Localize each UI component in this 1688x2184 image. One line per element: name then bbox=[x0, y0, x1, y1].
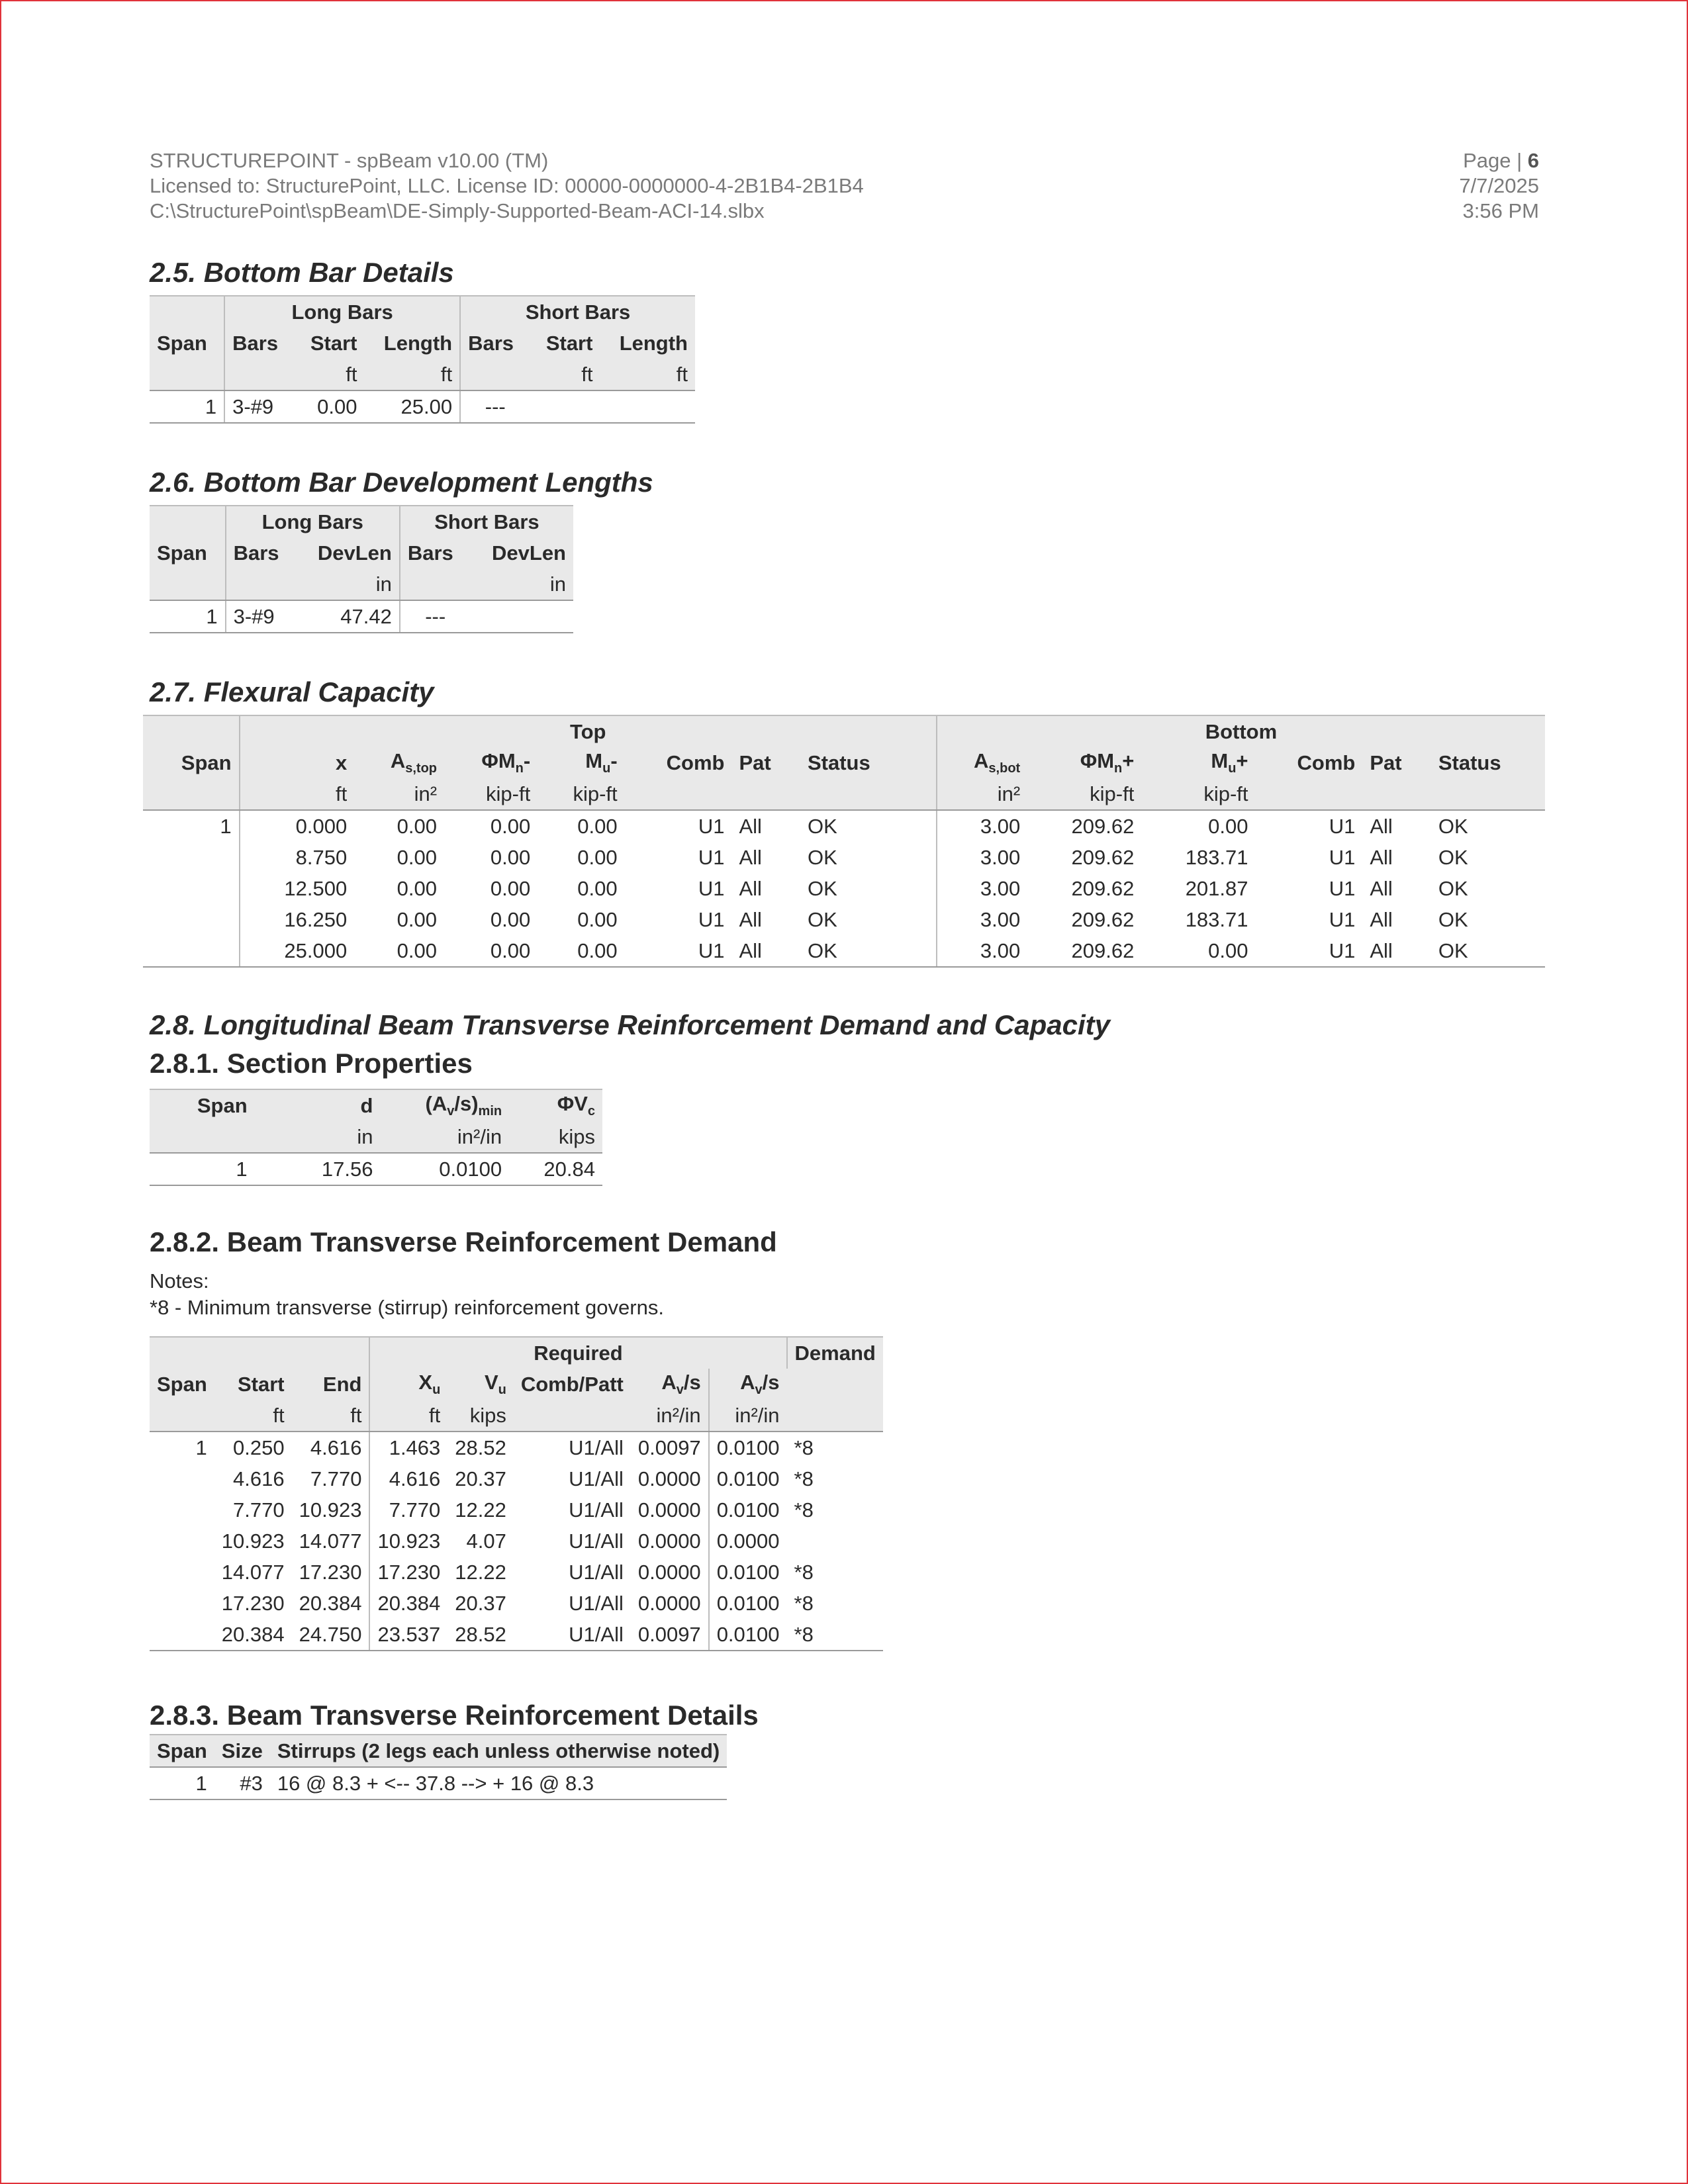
table-row: 8.750 0.00 0.00 0.00 U1 All OK 3.00 209.62 183.71 U1 All OK bbox=[143, 842, 1545, 873]
table-row: 1 #3 16 @ 8.3 + <-- 37.8 --> + 16 @ 8.3 bbox=[150, 1767, 727, 1799]
bottom-bar-devlen-table: Long Bars Short Bars Span Bars DevLen Bars DevLen in in 1 3-#9 47.42 --- bbox=[150, 505, 573, 633]
col-mu-neg: $M_u-$ bbox=[585, 749, 618, 776]
col-xu: $X_u$ bbox=[369, 1369, 447, 1400]
section-title-2-8-2: 2.8.2. Beam Transverse Reinforcement Demand bbox=[150, 1226, 777, 1257]
col-bars: Bars bbox=[224, 328, 294, 359]
bottom-bar-details-table: Long Bars Short Bars Span Bars Start Length Bars Start Length ft ft ft ft 1 3-#9 0.00 25.00 --- bbox=[150, 295, 695, 424]
notes-block bbox=[150, 1268, 664, 1321]
section-title-2-8-1: 2.8.1. Section Properties bbox=[150, 1048, 473, 1079]
table-row: 17.230 20.384 20.384 20.37 U1/All 0.0000 0.0100 *8 bbox=[150, 1588, 883, 1619]
table-row: 20.384 24.750 23.537 28.52 U1/All 0.0097 0.0100 *8 bbox=[150, 1619, 883, 1651]
group-long-bars: Long Bars bbox=[224, 296, 460, 328]
table-row: 16.250 0.00 0.00 0.00 U1 All OK 3.00 209.62 183.71 U1 All OK bbox=[143, 904, 1545, 935]
report-time: 3:56 PM bbox=[1462, 199, 1539, 222]
col-avs-req: $A_v/s$ bbox=[661, 1370, 701, 1398]
table-row: 7.770 10.923 7.770 12.22 U1/All 0.0000 0.0100 *8 bbox=[150, 1494, 883, 1525]
col-avs-min: $(A_v/s)_{min}$ bbox=[380, 1089, 509, 1121]
report-header-right bbox=[1459, 148, 1539, 224]
section-title-2-8-3: 2.8.3. Beam Transverse Reinforcement Details bbox=[150, 1700, 759, 1731]
flexural-capacity-table: Top Bottom Span x $A_{s,top}$ $\Phi M_n-$ $M_u-$ Comb Pat Status $A_{s,bot}$ $\Phi M_n+$ $M_u+$ Comb Pat Status ft in² kip-ft kip-ft in² kip-ft kip-ft 1 0.000 0.00 0.00 0.00 U1 All OK 3.00 209.62 0.00 U1 All OK 8.750 0.00 0.00 0.00 U1 All OK 3.00 209.62 183.71 U1 All OK 12.500 0.00 0.00 0.00 U1 All OK 3.00 209.62 201.87 U1 All OK 16.250 0.00 0.00 0.00 U1 All OK 3.00 209.62 183.71 U1 All OK 25.000 0.00 0.00 0.00 U1 All OK 3.00 209.62 0.00 U1 All OK bbox=[143, 715, 1545, 968]
group-bottom: Bottom bbox=[937, 715, 1545, 747]
report-date: 7/7/2025 bbox=[1459, 174, 1539, 197]
notes-label: Notes: bbox=[150, 1269, 209, 1293]
col-phivc: $\Phi V_c$ bbox=[509, 1089, 602, 1121]
transverse-details-table: Span Size Stirrups (2 legs each unless otherwise noted) 1 #3 16 @ 8.3 + <-- 37.8 --> + 16 @ 8.3 bbox=[150, 1734, 727, 1800]
table-row: 1 0.000 0.00 0.00 0.00 U1 All OK 3.00 209.62 0.00 U1 All OK bbox=[143, 810, 1545, 842]
page-number: 6 bbox=[1527, 149, 1539, 172]
license-info: Licensed to: StructurePoint, LLC. License ID: 00000-0000000-4-2B1B4-2B1B4 bbox=[150, 174, 864, 197]
col-avs-demand: $A_v/s$ bbox=[709, 1369, 787, 1400]
group-required: Required bbox=[369, 1337, 786, 1369]
group-short-bars: Short Bars bbox=[460, 296, 695, 328]
group-demand: Demand bbox=[787, 1337, 883, 1369]
col-short-length: Length bbox=[619, 331, 688, 355]
table-row: 4.616 7.770 4.616 20.37 U1/All 0.0000 0.0100 *8 bbox=[150, 1463, 883, 1494]
col-short-start: Start bbox=[545, 331, 593, 355]
section-title-2-5: 2.5. Bottom Bar Details bbox=[150, 257, 454, 288]
table-row: 10.923 14.077 10.923 4.07 U1/All 0.0000 0.0000 bbox=[150, 1525, 883, 1557]
table-row: 1 3-#9 47.42 --- bbox=[150, 600, 573, 633]
report-header-left bbox=[150, 148, 864, 224]
table-row: 14.077 17.230 17.230 12.22 U1/All 0.0000 0.0100 *8 bbox=[150, 1557, 883, 1588]
table-row: 1 0.250 4.616 1.463 28.52 U1/All 0.0097 0.0100 *8 bbox=[150, 1432, 883, 1463]
col-span: Span bbox=[157, 331, 207, 355]
table-row: 12.500 0.00 0.00 0.00 U1 All OK 3.00 209.62 201.87 U1 All OK bbox=[143, 873, 1545, 904]
file-path: C:\StructurePoint\spBeam\DE-Simply-Supported-Beam-ACI-14.slbx bbox=[150, 199, 765, 222]
table-row: 25.000 0.00 0.00 0.00 U1 All OK 3.00 209.62 0.00 U1 All OK bbox=[143, 935, 1545, 967]
col-mu-pos: $M_u+$ bbox=[1211, 749, 1248, 776]
page-indicator: Page | 6 bbox=[1463, 149, 1539, 172]
program-name: STRUCTUREPOINT - spBeam v10.00 (TM) bbox=[150, 149, 549, 172]
col-phimn-neg: $\Phi M_n-$ bbox=[481, 749, 531, 776]
col-length: Length bbox=[383, 331, 453, 355]
section-properties-table: Span d $(A_v/s)_{min}$ $\Phi V_c$ in in²/in kips 1 17.56 0.0100 20.84 bbox=[150, 1089, 602, 1186]
section-title-2-8: 2.8. Longitudinal Beam Transverse Reinforcement Demand and Capacity bbox=[150, 1009, 1110, 1040]
section-title-2-7: 2.7. Flexural Capacity bbox=[150, 676, 434, 707]
section-title-2-6: 2.6. Bottom Bar Development Lengths bbox=[150, 467, 653, 498]
note-text: *8 - Minimum transverse (stirrup) reinforcement governs. bbox=[150, 1296, 664, 1319]
col-short-bars: Bars bbox=[460, 328, 530, 359]
col-phimn-pos: $\Phi M_n+$ bbox=[1080, 749, 1135, 776]
col-start: Start bbox=[310, 331, 357, 355]
table-row: 1 3-#9 0.00 25.00 --- bbox=[150, 390, 695, 423]
transverse-demand-table: Required Demand Span Start End $X_u$ $V_u$ Comb/Patt $A_v/s$ $A_v/s$ ft ft ft kips in²/in in²/in 1 0.250 4.616 1.463 28.52 U1/All 0.0097 0.0100 *8 4.616 7.770 4.616 20.37 U1/All 0.0000 0.0100 *8 7.770 10.923 7.770 12.22 U1/All 0.0000 0.0100 *8 10.923 14.077 10.923 4.07 U1/All 0.0000 0.0000 14.077 17.230 17.230 12.22 U1/All 0.0000 0.0100 *8 17.230 20.384 20.384 20.37 U1/All 0.0000 0.0100 *8 20.384 24.750 23.537 28.52 U1/All 0.0097 0.0100 *8 bbox=[150, 1336, 883, 1651]
col-as-bot: $A_{s,bot}$ bbox=[937, 747, 1027, 778]
col-as-top: $A_{s,top}$ bbox=[390, 749, 438, 776]
col-vu: $V_u$ bbox=[484, 1370, 506, 1398]
table-row: 1 17.56 0.0100 20.84 bbox=[150, 1153, 602, 1185]
group-top: Top bbox=[240, 715, 937, 747]
